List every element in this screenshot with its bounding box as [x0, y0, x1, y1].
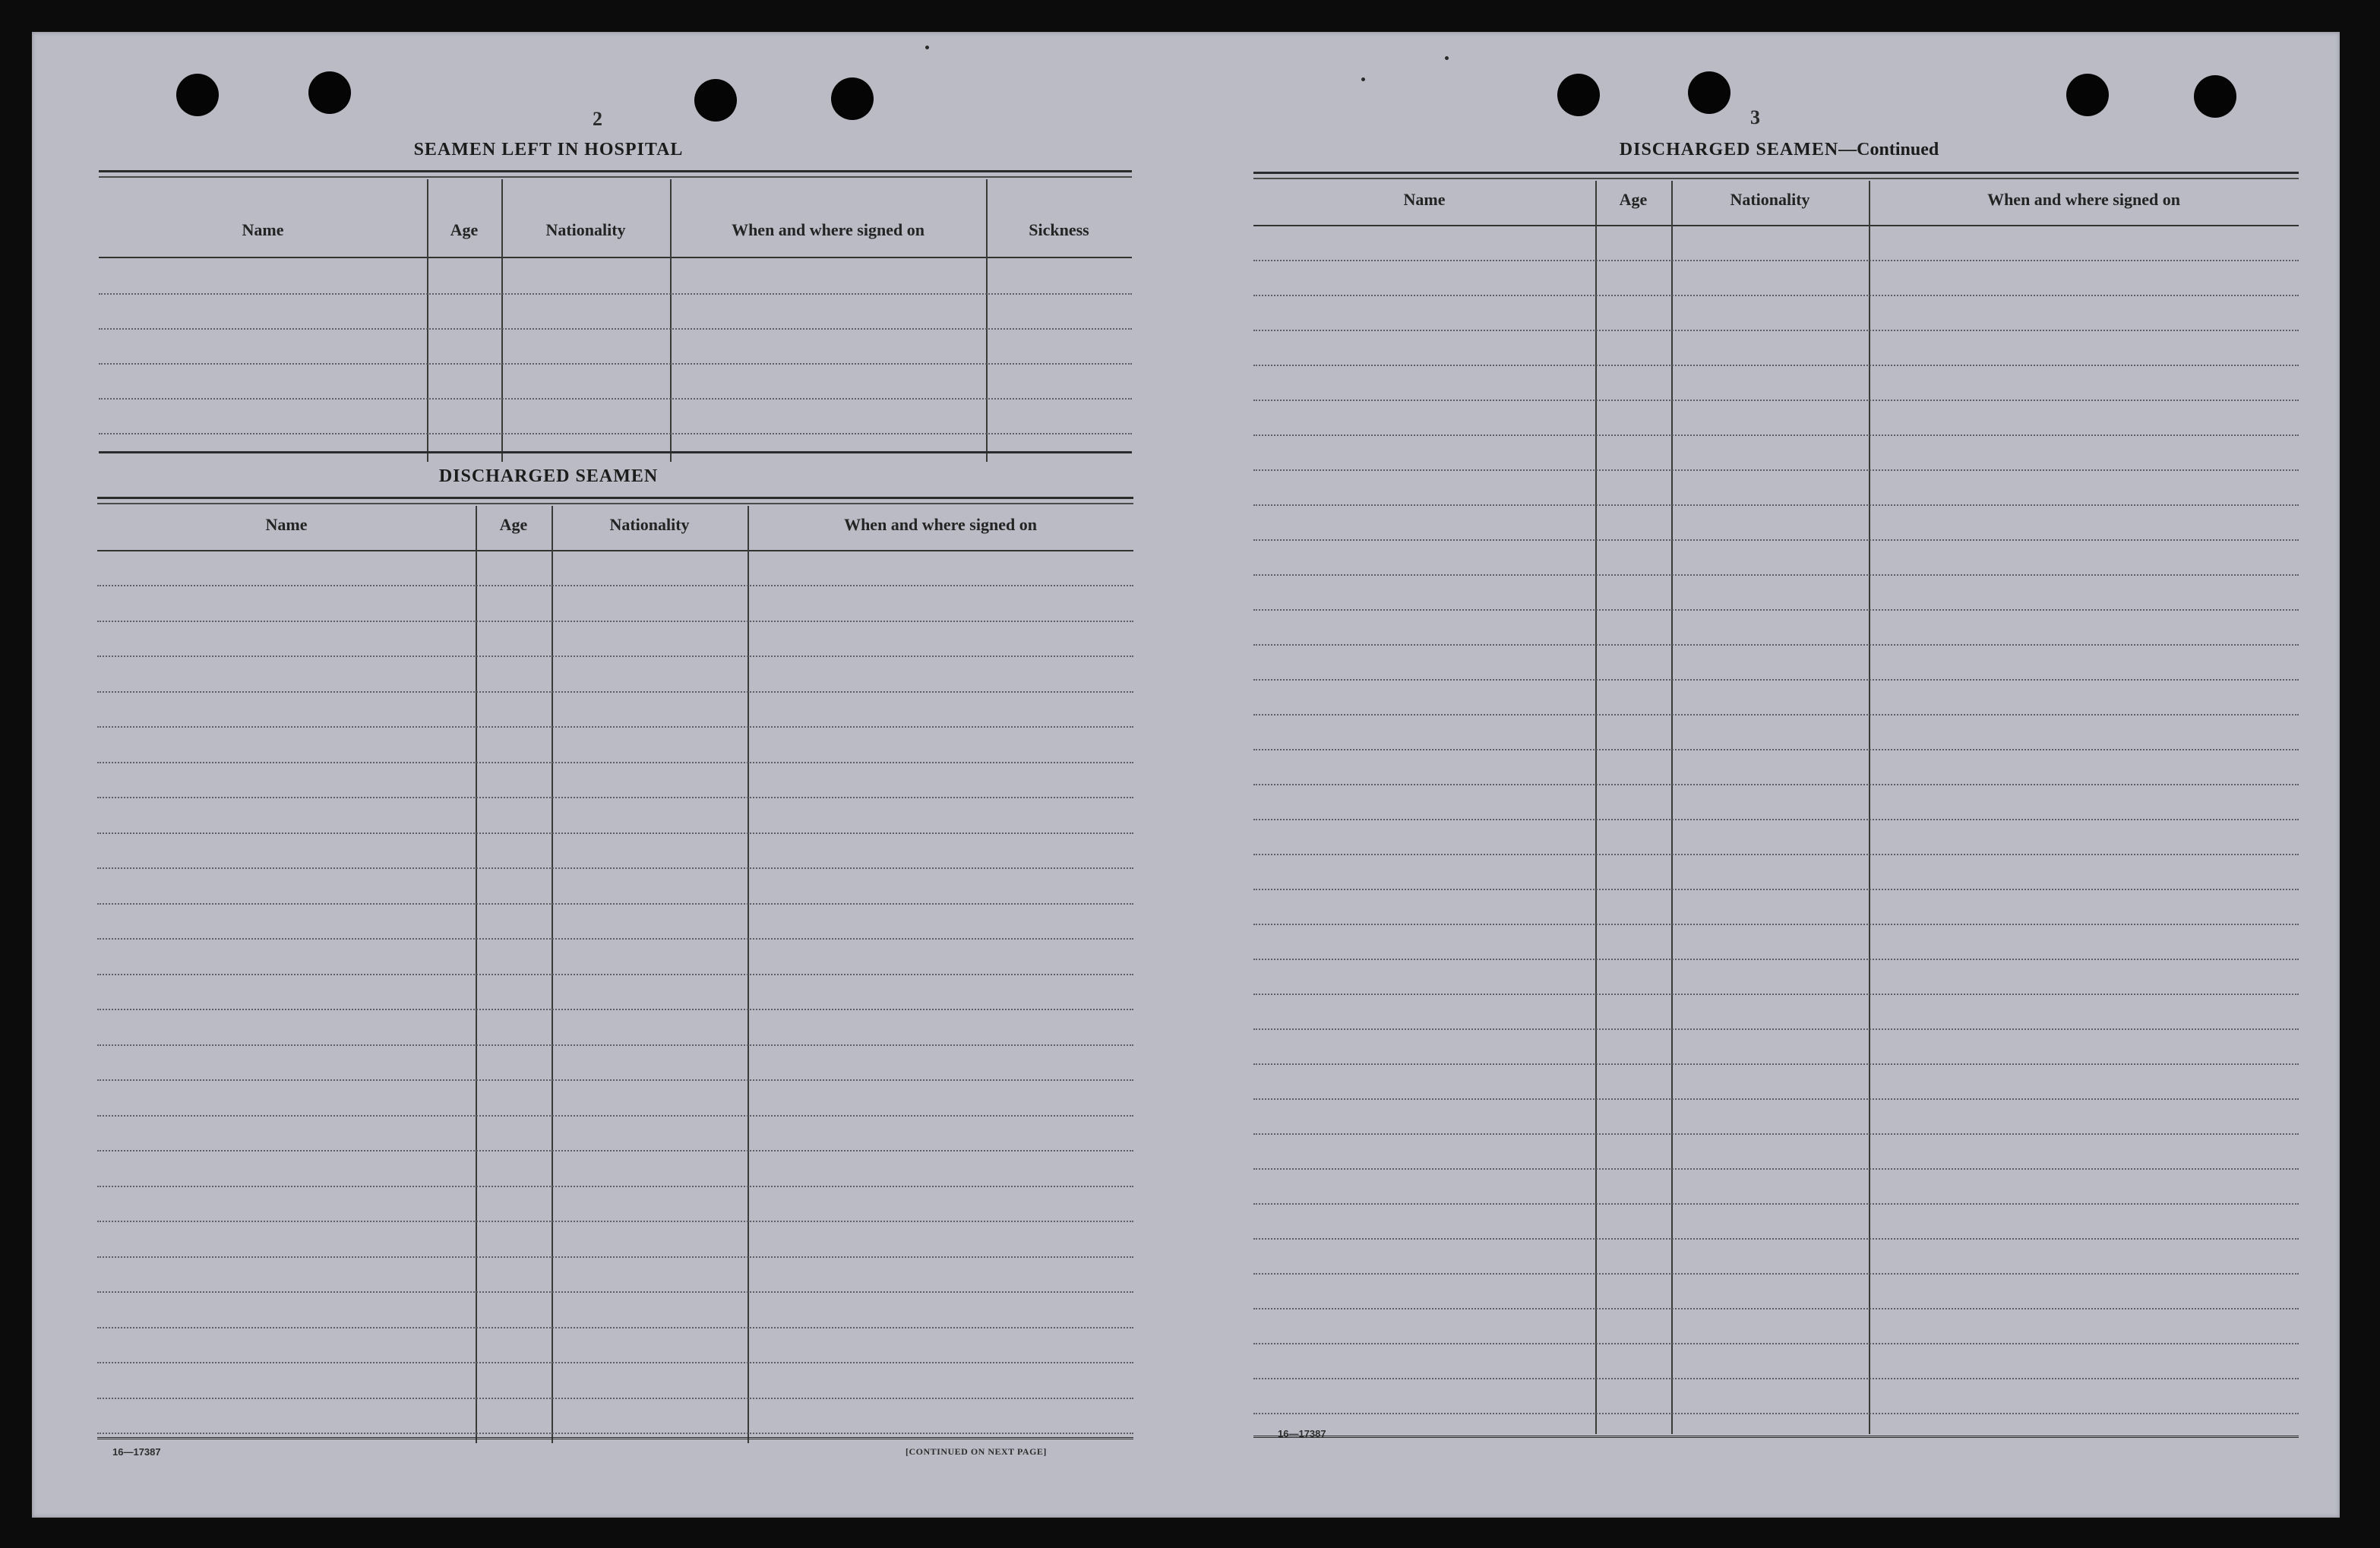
table-row [97, 832, 1133, 834]
table-row [1253, 749, 2299, 750]
ink-speck [925, 46, 929, 49]
table-row [1253, 644, 2299, 646]
punch-hole [176, 74, 219, 116]
table-row [1253, 819, 2299, 820]
table-row [97, 1327, 1133, 1328]
column-header-name: Name [1403, 190, 1446, 209]
table-row [97, 938, 1133, 940]
column-header-nationality: Nationality [545, 220, 626, 239]
table-row [97, 1079, 1133, 1081]
table-row [1253, 1238, 2299, 1240]
table-row [1253, 679, 2299, 681]
table-row [99, 328, 1132, 330]
table-row [1253, 714, 2299, 716]
discharged-continued-title-main: DISCHARGED SEAMEN [1619, 140, 1839, 160]
table-row [97, 1433, 1133, 1434]
column-header-age: Age [499, 515, 528, 534]
discharged-table-right [1253, 172, 2299, 1445]
table-row [1253, 330, 2299, 331]
continued-on-next-page-note: [CONTINUED ON NEXT PAGE] [906, 1446, 1047, 1457]
table-row [1253, 1413, 2299, 1414]
table-row [99, 293, 1132, 295]
column-header-sickness: Sickness [1029, 220, 1089, 239]
table-row [1253, 1308, 2299, 1309]
table-row [97, 585, 1133, 586]
column-header-name: Name [265, 515, 308, 534]
table-row [1253, 1028, 2299, 1030]
page-number-right: 3 [1750, 106, 1760, 128]
table-row [97, 797, 1133, 798]
table-row [97, 1009, 1133, 1010]
hospital-table [99, 170, 1132, 453]
column-header-when-where-signed: When and where signed on [732, 220, 925, 239]
punch-hole [694, 79, 737, 122]
table-row [97, 621, 1133, 622]
punch-hole [1557, 74, 1600, 116]
column-header-when-where-signed: When and where signed on [1987, 190, 2180, 209]
punch-hole [2066, 74, 2109, 116]
table-row [1253, 434, 2299, 436]
column-header-name: Name [242, 220, 284, 239]
table-row [1253, 889, 2299, 890]
form-number-left: 16—17387 [112, 1446, 161, 1458]
discharged-continued-title [1498, 140, 2060, 160]
table-row [1253, 504, 2299, 506]
table-row [97, 1398, 1133, 1399]
column-header-nationality: Nationality [609, 515, 690, 534]
table-row [97, 1291, 1133, 1293]
table-row [1253, 365, 2299, 366]
table-row [1253, 574, 2299, 576]
table-row [1253, 295, 2299, 296]
ink-speck [1361, 77, 1365, 81]
table-row [1253, 539, 2299, 541]
table-row [97, 656, 1133, 657]
table-row [1253, 609, 2299, 611]
column-header-when-where-signed: When and where signed on [844, 515, 1037, 534]
table-row [97, 1256, 1133, 1258]
punch-hole [1688, 71, 1730, 114]
table-row [97, 1115, 1133, 1117]
table-row [1253, 469, 2299, 471]
table-row [97, 903, 1133, 905]
discharged-table-left [97, 497, 1133, 1443]
discharged-continued-title-suffix: —Continued [1838, 140, 1939, 160]
table-row [97, 691, 1133, 693]
form-number-right: 16—17387 [1278, 1428, 1326, 1439]
table-row [1253, 784, 2299, 785]
table-row [97, 1186, 1133, 1187]
table-row [1253, 1273, 2299, 1275]
punch-hole [2194, 75, 2236, 118]
column-header-nationality: Nationality [1730, 190, 1810, 209]
column-header-age: Age [1619, 190, 1648, 209]
ink-speck [1445, 56, 1449, 60]
table-row [1253, 994, 2299, 995]
table-row [1253, 1203, 2299, 1205]
table-row [1253, 1098, 2299, 1100]
column-header-age: Age [450, 220, 479, 239]
table-row [97, 1044, 1133, 1046]
punch-hole [308, 71, 351, 114]
hospital-section-title: SEAMEN LEFT IN HOSPITAL [413, 140, 684, 160]
punch-hole [831, 77, 874, 120]
table-row [97, 1221, 1133, 1222]
discharged-section-title: DISCHARGED SEAMEN [438, 466, 659, 486]
table-row [1253, 260, 2299, 261]
table-row [97, 726, 1133, 728]
table-row [97, 1150, 1133, 1152]
table-row [99, 433, 1132, 434]
table-row [1253, 400, 2299, 401]
table-row [1253, 854, 2299, 855]
scanned-document [32, 32, 2340, 1518]
table-row [1253, 1343, 2299, 1344]
table-row [1253, 1378, 2299, 1379]
table-row [1253, 959, 2299, 960]
table-row [1253, 1168, 2299, 1170]
table-row [97, 1362, 1133, 1363]
table-row [1253, 1063, 2299, 1065]
table-row [1253, 924, 2299, 925]
table-row [1253, 1133, 2299, 1135]
table-row [97, 867, 1133, 869]
page-number-left: 2 [593, 108, 602, 130]
table-row [99, 398, 1132, 400]
table-row [99, 363, 1132, 365]
table-row [97, 762, 1133, 763]
table-row [97, 974, 1133, 975]
